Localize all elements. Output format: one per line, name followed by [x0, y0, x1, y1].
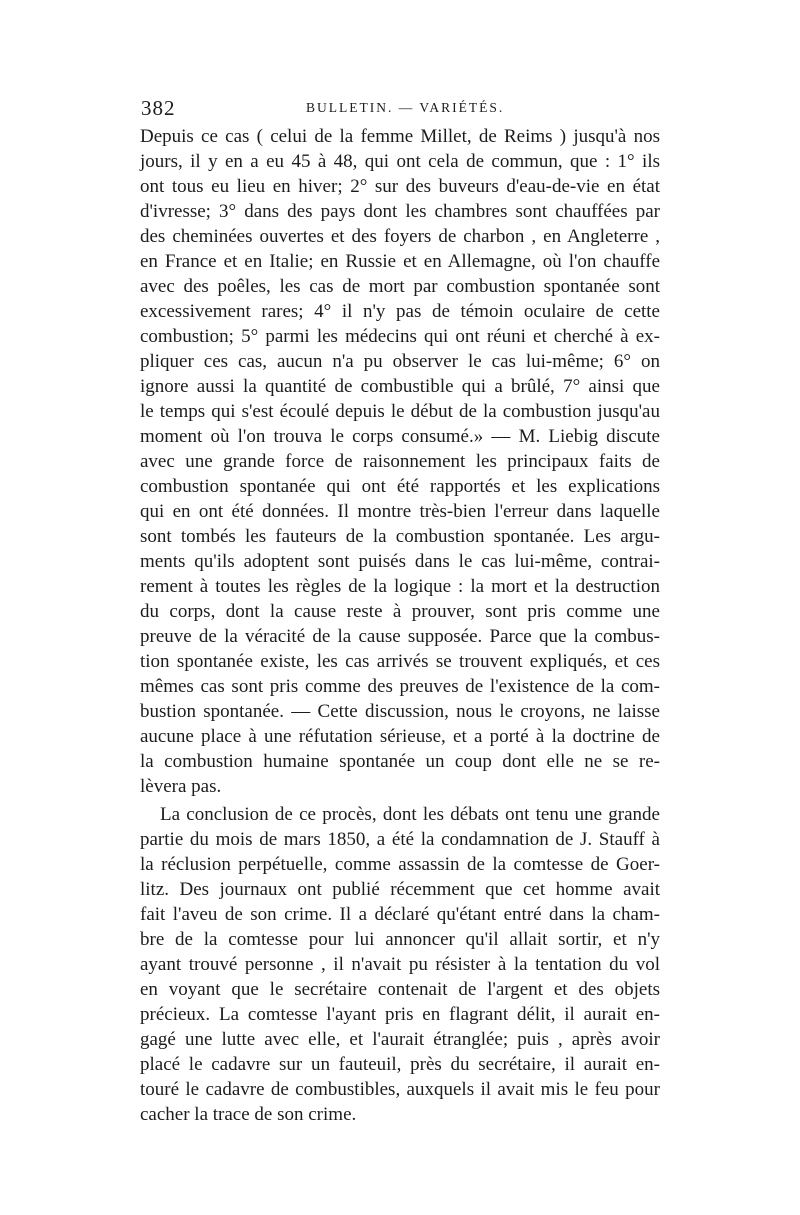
text-line: ont tous eu lieu en hiver; 2° sur des buveurs d'eau-de-vie en état: [140, 176, 660, 197]
page-header: [141, 96, 661, 120]
text-line: pliquer ces cas, aucun n'a pu observer le cas lui-même; 6° on: [140, 351, 660, 372]
text-line: preuve de la véracité de la cause supposée. Parce que la combus-: [140, 626, 660, 647]
text-line: ments qu'ils adoptent sont puisés dans le cas lui-même, contrai-: [140, 551, 660, 572]
text-line: avec une grande force de raisonnement les principaux faits de: [140, 451, 660, 472]
text-line: le temps qui s'est écoulé depuis le début de la combustion jusqu'au: [140, 401, 660, 422]
text-line: la combustion humaine spontanée un coup dont elle ne se re-: [140, 751, 660, 772]
running-head: BULLETIN. — VARIÉTÉS.: [306, 100, 505, 115]
text-line: touré le cadavre de combustibles, auxquels il avait mis le feu pour: [140, 1079, 660, 1100]
text-line: partie du mois de mars 1850, a été la condamnation de J. Stauff à: [140, 829, 660, 850]
text-line: qui en ont été données. Il montre très-bien l'erreur dans laquelle: [140, 501, 660, 522]
text-line: combustion spontanée qui ont été rapportés et les explications: [140, 476, 660, 497]
text-line: précieux. La comtesse l'ayant pris en flagrant délit, il aurait en-: [140, 1004, 660, 1025]
text-line: ayant trouvé personne , il n'avait pu résister à la tentation du vol: [140, 954, 660, 975]
text-line: bre de la comtesse pour lui annoncer qu'il allait sortir, et n'y: [140, 929, 660, 950]
text-line: combustion; 5° parmi les médecins qui ont réuni et cherché à ex-: [140, 326, 660, 347]
text-line: excessivement rares; 4° il n'y pas de témoin oculaire de cette: [140, 301, 660, 322]
text-line: sont tombés les fauteurs de la combustion spontanée. Les argu-: [140, 526, 660, 547]
text-line: d'ivresse; 3° dans des pays dont les chambres sont chauffées par: [140, 201, 660, 222]
text-line: fait l'aveu de son crime. Il a déclaré qu'étant entré dans la cham-: [140, 904, 660, 925]
text-line: cacher la trace de son crime.: [140, 1104, 357, 1125]
text-line: la réclusion perpétuelle, comme assassin de la comtesse de Goer-: [140, 854, 660, 875]
text-line: litz. Des journaux ont publié récemment que cet homme avait: [140, 879, 660, 900]
text-line: en France et en Italie; en Russie et en Allemagne, où l'on chauffe: [140, 251, 660, 272]
text-line: ignore aussi la quantité de combustible qui a brûlé, 7° ainsi que: [140, 376, 660, 397]
text-line: rement à toutes les règles de la logique : la mort et la destruction: [140, 576, 660, 597]
text-line: avec des poêles, les cas de mort par combustion spontanée sont: [140, 276, 660, 297]
text-line: des cheminées ouvertes et des foyers de charbon , en Angleterre ,: [140, 226, 660, 247]
text-line: bustion spontanée. — Cette discussion, nous le croyons, ne laisse: [140, 701, 660, 722]
text-line: mêmes cas sont pris comme des preuves de l'existence de la com-: [140, 676, 660, 697]
text-line: lèvera pas.: [140, 776, 222, 797]
text-line: du corps, dont la cause reste à prouver, sont pris comme une: [140, 601, 660, 622]
text-line: La conclusion de ce procès, dont les débats ont tenu une grande: [160, 804, 660, 825]
text-line: Depuis ce cas ( celui de la femme Millet, de Reims ) jusqu'à nos: [140, 126, 660, 147]
text-line: placé le cadavre sur un fauteuil, près du secrétaire, il aurait en-: [140, 1054, 660, 1075]
page-number: 382: [141, 96, 176, 120]
text-line: tion spontanée existe, les cas arrivés se trouvent expliqués, et ces: [140, 651, 660, 672]
text-line: en voyant que le secrétaire contenait de l'argent et des objets: [140, 979, 660, 1000]
text-line: gagé une lutte avec elle, et l'aurait étranglée; puis , après avoir: [140, 1029, 660, 1050]
text-line: moment où l'on trouva le corps consumé.» — M. Liebig discute: [140, 426, 660, 447]
text-line: jours, il y en a eu 45 à 48, qui ont cela de commun, que : 1° ils: [140, 151, 660, 172]
text-line: aucune place à une réfutation sérieuse, et a porté à la doctrine de: [140, 726, 660, 747]
